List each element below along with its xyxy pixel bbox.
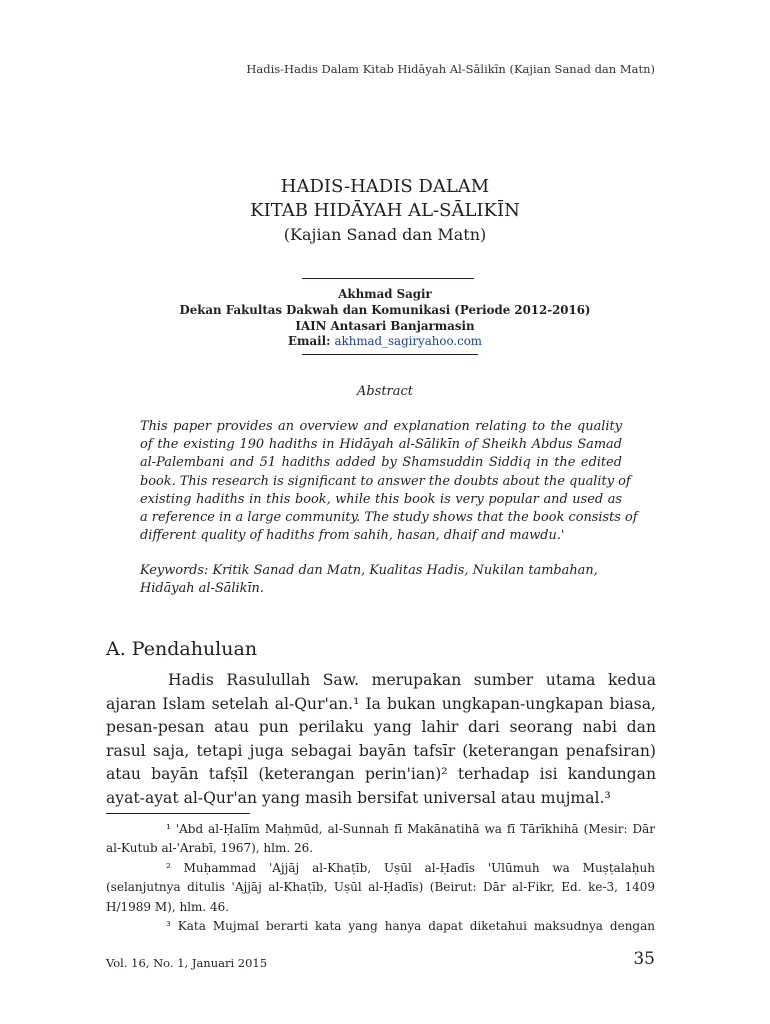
body-line: ayat-ayat al-Qur'an yang masih bersifat universal atau mujmal.³ (106, 788, 611, 807)
footnote-rule (106, 813, 250, 814)
article-subtitle: (Kajian Sanad dan Matn) (283, 225, 487, 244)
section-title: A. Pendahuluan (106, 638, 258, 660)
page-number: 35 (633, 949, 655, 969)
body-line: pesan-pesan atau pun perilaku yang lahir dari seorang nabi dan (106, 718, 656, 737)
abstract-line: al-Palembani and 51 hadiths added by Shamsuddin Siddiq in the edited (140, 455, 622, 471)
article-title-line-2: KITAB HIDĀYAH AL-SĀLIKĪN (250, 200, 520, 221)
footnote-line: H/1989 M), hlm. 46. (106, 899, 230, 914)
abstract-line: different quality of hadiths from sahih, hasan, dhaif and mawdu.' (140, 528, 565, 544)
author-email-row (0, 333, 770, 349)
abstract-line: book. This research is significant to answer the doubts about the quality of (140, 473, 631, 489)
body-line: atau bayān tafṣīl (keterangan perin'ian)² terhadap isi kandungan (106, 765, 656, 784)
body-paragraph (106, 669, 656, 811)
journal-footer: Vol. 16, No. 1, Januari 2015 (106, 956, 268, 970)
body-line: ajaran Islam setelah al-Qur'an.¹ Ia bukan ungkapan-ungkapan biasa, (106, 694, 656, 713)
footnote-line: ¹ 'Abd al-Ḥalīm Maḥmūd, al-Sunnah fī Makānatihā wa fī Tārīkhihā (Mesir: Dār (166, 822, 655, 836)
keywords-line: Keywords: Kritik Sanad dan Matn, Kualitas Hadis, Nukilan tambahan, (140, 563, 598, 578)
keywords (140, 562, 622, 598)
article-title-line-1: HADIS-HADIS DALAM (280, 176, 490, 197)
abstract-line: a reference in a large community. The study shows that the book consists of (140, 510, 638, 526)
email-link[interactable]: akhmad_sagiryahoo.com (334, 334, 482, 348)
running-head: Hadis-Hadis Dalam Kitab Hidāyah Al-Sālikīn (Kajian Sanad dan Matn) (246, 62, 655, 76)
keywords-line: Hidāyah al-Sālikīn. (140, 581, 264, 597)
author-position: Dekan Fakultas Dakwah dan Komunikasi (Periode 2012-2016) (179, 303, 591, 317)
author-name: Akhmad Sagir (338, 287, 432, 301)
footnote-line: al-Kutub al-'Arabī, 1967), hlm. 26. (106, 841, 314, 856)
footnote-line: ³ Kata Mujmal berarti kata yang hanya dapat diketahui maksudnya dengan (166, 919, 655, 934)
footnote-line: ² Muḥammad 'Ajjāj al-Khaṭīb, Uṣūl al-Ḥadīs 'Ulūmuh wa Muṣṭalaḥuh (166, 860, 655, 875)
author-institution: IAIN Antasari Banjarmasin (295, 319, 475, 333)
abstract-body (140, 418, 638, 545)
email-label: Email: (288, 334, 331, 348)
footnotes (106, 820, 655, 936)
author-rule-bottom (302, 354, 478, 355)
body-line: rasul saja, tetapi juga sebagai bayān tafsīr (keterangan penafsiran) (106, 741, 656, 760)
abstract-line: existing hadiths in this book, while this book is very popular and used as (140, 491, 622, 507)
body-line: Hadis Rasulullah Saw. merupakan sumber utama kedua (168, 671, 656, 689)
abstract-line: of the existing 190 hadiths in Hidāyah al-Sālikīn of Sheikh Abdus Samad (140, 437, 622, 453)
footnote-line: (selanjutnya ditulis 'Ajjāj al-Khaṭīb, Uṣūl al-Ḥadīs) (Beirut: Dār al-Fikr, Ed. ke-3, 1409 (106, 880, 655, 895)
abstract-heading: Abstract (356, 384, 414, 399)
author-rule-top (302, 278, 474, 279)
abstract-line: This paper provides an overview and explanation relating to the quality (140, 419, 622, 434)
